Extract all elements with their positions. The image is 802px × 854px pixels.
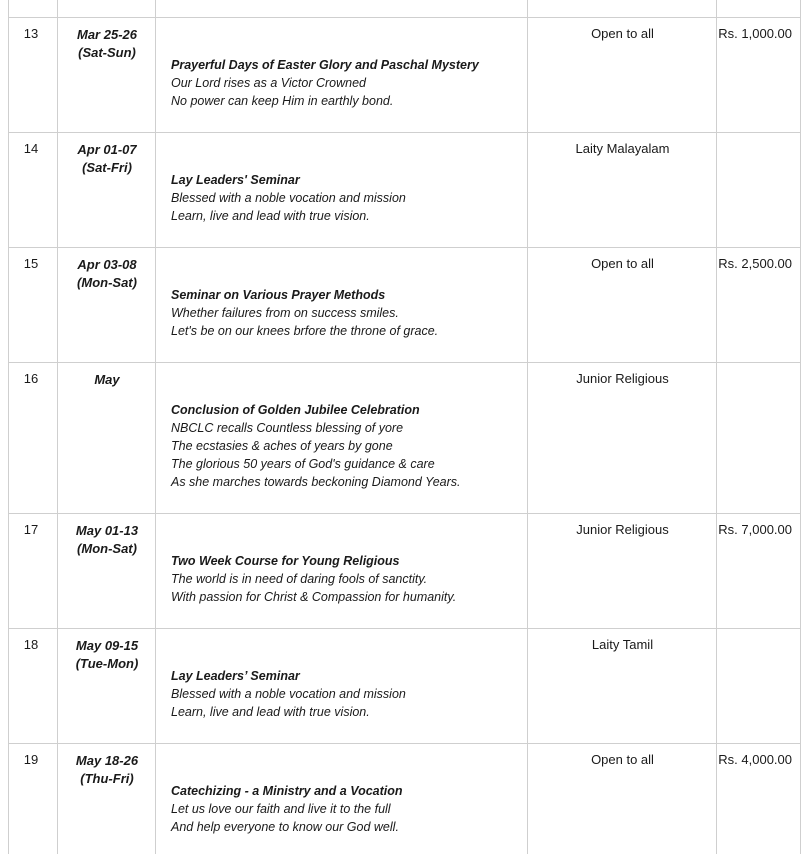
description-line: Let's be on our knees brfore the throne of grace. [171,324,439,338]
audience: Open to all [591,26,654,41]
table-row [9,363,801,514]
day-range: (Mon-Sat) [77,541,137,556]
audience: Laity Tamil [591,637,654,652]
description-line: As she marches towards beckoning Diamond Years. [171,475,461,489]
description-line: Whether failures from on success smiles. [171,306,399,320]
audience: Junior Religious [576,522,669,537]
description-line: NBCLC recalls Countless blessing of yore [171,421,404,435]
programme-description [171,552,521,606]
day-range: (Thu-Fri) [80,771,134,786]
fee: Rs. 2,500.00 [718,256,792,271]
description-line: Blessed with a noble vocation and mission [171,687,406,701]
description-line: And help everyone to know our God well. [171,820,399,834]
date-range: May 01-13 [75,523,139,538]
row-number: 13 [23,26,39,41]
programme-description [171,401,521,491]
description-line: No power can keep Him in earthly bond. [171,94,394,108]
table-row [9,744,801,854]
row-number: 16 [23,371,39,386]
description-line: The world is in need of daring fools of sanctity. [171,572,428,586]
programme-title: Seminar on Various Prayer Methods [171,288,386,302]
fee: Rs. 7,000.00 [718,522,792,537]
date-range: May [94,372,120,387]
description-line: Blessed with a noble vocation and mission [171,191,406,205]
row-number: 14 [23,141,39,156]
row-number: 15 [23,256,39,271]
fee: Rs. 4,000.00 [718,752,792,767]
programme-title: Catechizing - a Ministry and a Vocation [171,784,403,798]
row-date [58,141,156,177]
programme-description [171,171,521,225]
description-line: With passion for Christ & Compassion for humanity. [171,590,457,604]
table-row [9,514,801,629]
programme-description [171,667,521,721]
row-date [58,752,156,788]
audience: Open to all [591,752,654,767]
day-range: (Mon-Sat) [77,275,137,290]
description-line: The glorious 50 years of God's guidance & care [171,457,435,471]
programme-description [171,782,521,836]
date-range: May 18-26 [75,753,139,768]
programme-title: Lay Leaders' Seminar [171,173,300,187]
description-line: The ecstasies & aches of years by gone [171,439,393,453]
day-range: (Tue-Mon) [75,656,139,671]
audience: Laity Malayalam [575,141,670,156]
row-date [58,26,156,62]
description-line: Our Lord rises as a Victor Crowned [171,76,366,90]
date-range: Mar 25-26 [77,27,137,42]
table-row [9,629,801,744]
row-number: 18 [23,637,39,652]
audience: Open to all [591,256,654,271]
description-line: Let us love our faith and live it to the full [171,802,391,816]
day-range: (Sat-Fri) [82,160,132,175]
programme-title: Two Week Course for Young Religious [171,554,400,568]
programme-title: Conclusion of Golden Jubilee Celebration [171,403,420,417]
date-range: Apr 03-08 [77,257,137,272]
audience: Junior Religious [576,371,669,386]
row-date [58,371,156,389]
description-line: Learn, live and lead with true vision. [171,209,370,223]
programme-title: Prayerful Days of Easter Glory and Paschal Mystery [171,58,479,72]
day-range: (Sat-Sun) [78,45,136,60]
table-row [9,133,801,248]
table-row [9,0,801,133]
fee: Rs. 1,000.00 [718,26,792,41]
row-number: 19 [23,752,39,767]
programme-title: Lay Leaders’ Seminar [171,669,300,683]
row-number: 17 [23,522,39,537]
date-range: May 09-15 [75,638,139,653]
date-range: Apr 01-07 [77,142,137,157]
table-row [9,248,801,363]
programme-description [171,56,521,110]
programme-table [8,0,801,854]
row-date [58,637,156,673]
row-date [58,256,156,292]
programme-description [171,286,521,340]
row-date [58,522,156,558]
description-line: Learn, live and lead with true vision. [171,705,370,719]
